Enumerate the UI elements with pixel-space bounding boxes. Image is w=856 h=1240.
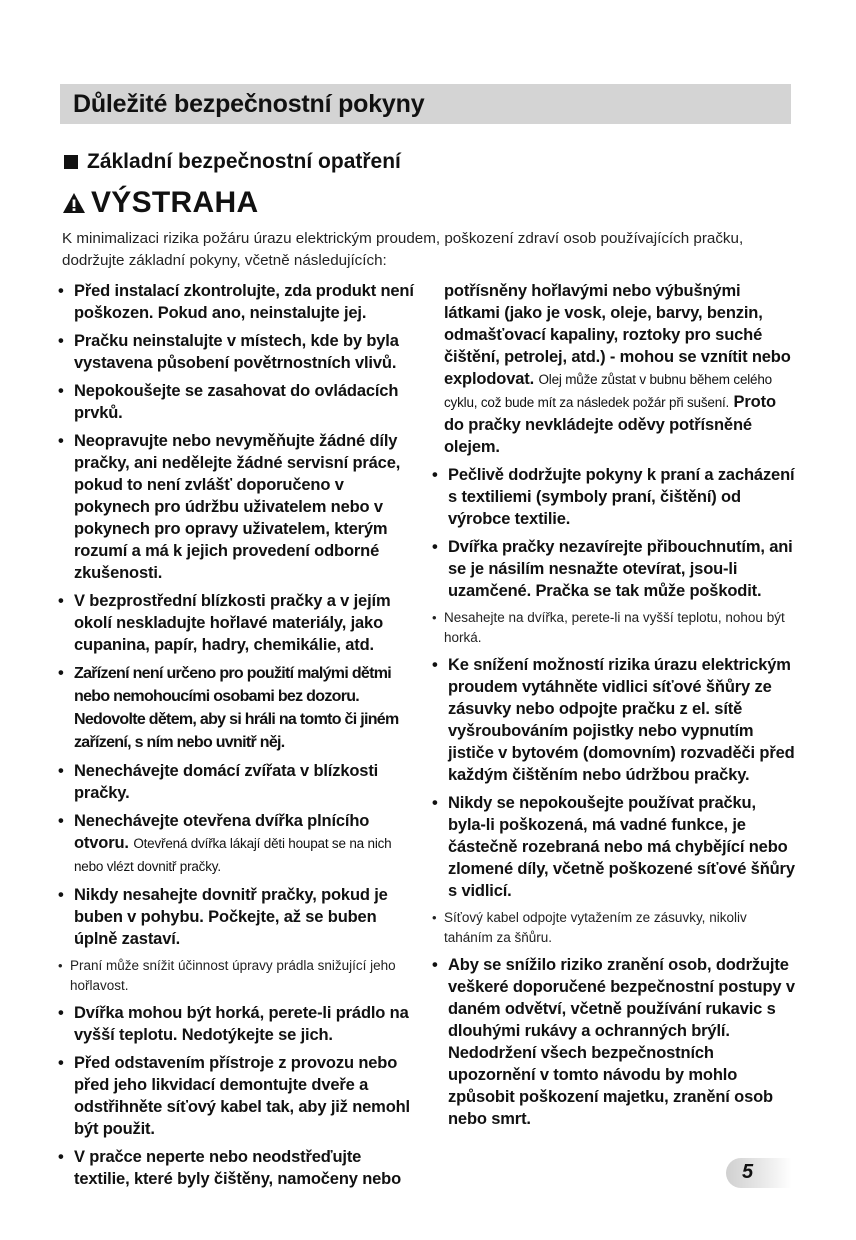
bullet-glyph: • (58, 886, 64, 904)
list-item (432, 654, 795, 786)
right-column (432, 280, 795, 1136)
list-item (58, 430, 421, 584)
note-item (432, 908, 795, 948)
item-text: Neopravujte nebo nevyměňujte žádné díly pračky, ani nedělejte žádné servisní práce, pokud to není zvlášť doporučeno v pokynech pro údržbu uživatelem nebo v pokynech pro opravy uživatelem, kterým rozumí a má k jejich provedení odborné zkušenosti. (74, 432, 401, 582)
list-item (58, 760, 421, 804)
item-note: Otevřená dvířka lákají děti houpat se na nich nebo vlézt dovnitř pračky. (74, 836, 392, 874)
warning-triangle-icon (62, 192, 86, 214)
item-text: Nenechávejte otevřena dvířka plnícího otvoru. (74, 812, 370, 852)
item-text: Aby se snížilo riziko zranění osob, dodržujte veškeré doporučené bezpečnostní postupy v daném odvětví, včetně používání rukavic s dlouhými rukávy a ochranných brýlí. Nedodržení všech bezpečnostních upozornění v tomto návodu by mohlo způsobit poškození majetku, zranění osob nebo smrt. (448, 956, 795, 1128)
list-item (432, 536, 795, 602)
bullet-glyph: • (58, 382, 64, 400)
item-text: Nikdy nesahejte dovnitř pračky, pokud je buben v pohybu. Počkejte, až se buben úplně zastaví. (74, 886, 388, 948)
page-tab-shape (726, 1158, 792, 1188)
bullet-glyph: • (58, 958, 63, 973)
item-text: potřísněny hořlavými nebo výbušnými látkami (jako je vosk, oleje, barvy, benzin, odmašťovací kapaliny, roztoky pro suché čištění, petrolej, atd.) - mohou se vznítit nebo explodovat. (444, 282, 791, 388)
bullet-glyph: • (58, 282, 64, 300)
bullet-glyph: • (58, 664, 64, 682)
bullet-glyph: • (432, 794, 438, 812)
list-item (58, 810, 421, 878)
item-text: Dvířka pračky nezavírejte přibouchnutím, ani se je násilím nesnažte otevírat, jsou-li uzamčené. Pračka se tak může poškodit. (448, 538, 793, 600)
list-item (58, 590, 421, 656)
list-item (58, 330, 421, 374)
warning-heading (62, 186, 258, 220)
item-text: V pračce neperte nebo neodstřeďujte textilie, které byly čištěny, namočeny nebo (74, 1148, 402, 1188)
list-item (58, 884, 421, 950)
list-item (432, 954, 795, 1130)
note-item (58, 956, 421, 996)
item-text: V bezprostřední blízkosti pračky a v jejím okolí neskladujte hořlavé materiály, jako cupanina, papír, hadry, chemikálie, atd. (74, 592, 391, 654)
bullet-glyph: • (432, 610, 437, 625)
item-text: Nepokoušejte se zasahovat do ovládacích prvků. (74, 382, 399, 422)
item-text: Dvířka mohou být horká, perete-li prádlo na vyšší teplotu. Nedotýkejte se jich. (74, 1004, 409, 1044)
bullet-glyph: • (432, 910, 437, 925)
subsection-heading (64, 150, 401, 174)
bullet-glyph: • (432, 956, 438, 974)
item-text: Nenechávejte domácí zvířata v blízkosti pračky. (74, 762, 379, 802)
bullet-glyph: • (58, 1004, 64, 1022)
list-item (58, 380, 421, 424)
section-title-bar (60, 84, 791, 124)
left-column (58, 280, 421, 1196)
bullet-glyph: • (58, 762, 64, 780)
warning-label: VÝSTRAHA (91, 186, 259, 219)
note-text: Nesahejte na dvířka, perete-li na vyšší teplotu, nohou být horká. (444, 610, 785, 645)
bullet-glyph: • (432, 656, 438, 674)
note-text: Síťový kabel odpojte vytažením ze zásuvky, nikoliv taháním za šňůru. (444, 910, 747, 945)
bullet-glyph: • (58, 332, 64, 350)
bullet-glyph: • (58, 432, 64, 450)
bullet-glyph: • (58, 592, 64, 610)
item-text: Pračku neinstalujte v místech, kde by byla vystavena působení povětrnostních vlivů. (74, 332, 399, 372)
item-text: Před instalací zkontrolujte, zda produkt není poškozen. Pokud ano, neinstalujte jej. (74, 282, 414, 322)
bullet-glyph: • (432, 466, 438, 484)
item-text: Ke snížení možností rizika úrazu elektrickým proudem vytáhněte vidlici síťové šňůry ze zásuvky nebo odpojte pračku z el. sítě vyšroubováním pojistky nebo vypnutím jističe v bytovém (domovním) rozvaděči před každým čištěním nebo údržbou pračky. (448, 656, 795, 784)
intro-paragraph: K minimalizaci rizika požáru úrazu elektrickým proudem, poškození zdraví osob používajících pračku, dodržujte základní pokyny, včetně následujících: (62, 230, 744, 269)
note-text: Praní může snížit účinnost úpravy prádla snižující jeho hořlavost. (70, 958, 396, 993)
list-item (432, 792, 795, 902)
note-item (432, 608, 795, 648)
bullet-glyph: • (432, 538, 438, 556)
item-text-continued: Proto do pračky nevkládejte oděvy potřísněné olejem. (444, 393, 776, 456)
item-text: Před odstavením přístroje z provozu nebo před jeho likvidací demontujte dveře a odstřihněte síťový kabel tak, aby již nemohl být použit. (74, 1054, 410, 1138)
list-item (58, 662, 421, 754)
list-item (432, 464, 795, 530)
list-item (58, 280, 421, 324)
subsection-title: Základní bezpečnostní opatření (87, 150, 401, 173)
list-item (58, 1052, 421, 1140)
list-item (58, 1002, 421, 1046)
bullet-glyph: • (58, 812, 64, 830)
bullet-glyph: • (58, 1148, 64, 1166)
list-item (58, 1146, 421, 1190)
page-title: Důležité bezpečnostní pokyny (73, 89, 425, 118)
item-text: Zařízení není určeno pro použití malými dětmi nebo nemohoucími osobami bez dozoru. Nedovolte dětem, aby si hráli na tomto či jiném zařízení, s ním nebo uvnitř něj. (74, 665, 399, 751)
bullet-glyph: • (58, 1054, 64, 1072)
page-number-tab (726, 1158, 792, 1188)
item-note: Olej může zůstat v bubnu během celého cyklu, což bude mít za následek požár při sušení. (444, 372, 772, 410)
list-item-continuation (432, 280, 795, 458)
square-bullet-icon (64, 155, 78, 169)
item-text: Pečlivě dodržujte pokyny k praní a zacházení s textiliemi (symboly praní, čištění) od výrobce textilie. (448, 466, 795, 528)
item-text: Nikdy se nepokoušejte používat pračku, byla-li poškozená, má vadné funkce, je částečně rozebraná nebo má chybějící nebo zlomené díly, včetně poškozené síťové šňůry s vidlicí. (448, 794, 795, 900)
page-number: 5 (742, 1161, 754, 1183)
